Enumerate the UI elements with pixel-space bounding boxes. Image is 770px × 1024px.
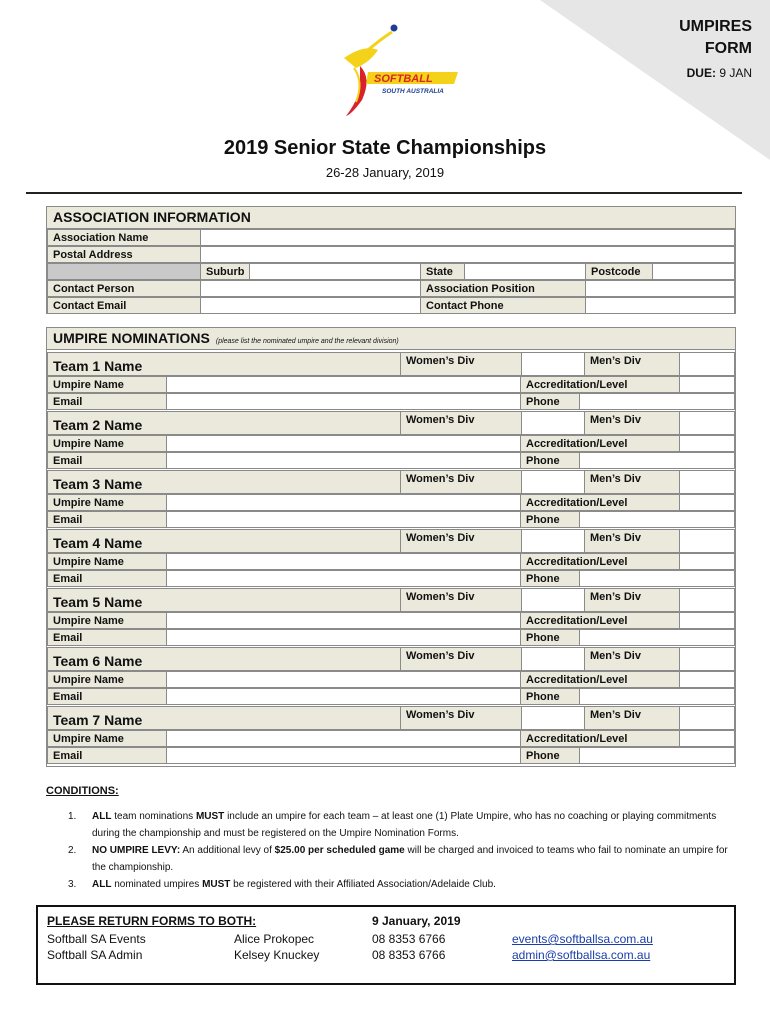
team-1-email-field[interactable] (166, 393, 521, 410)
team-4-name-text: Team 4 Name (53, 535, 143, 551)
team-3-accreditation-label: Accreditation/Level (520, 494, 680, 511)
condition-number: 2. (68, 845, 77, 856)
contact-person-field[interactable] (200, 280, 421, 297)
team-1-womens-div-field[interactable] (521, 352, 585, 376)
umpire-nominations-note: (please list the nominated umpire and the relevant division) (215, 338, 399, 345)
postal-address-spacer (47, 263, 201, 280)
team-2-umpire-name-label: Umpire Name (47, 435, 167, 452)
conditions-section (46, 783, 736, 893)
team-7-umpire-name-label: Umpire Name (47, 730, 167, 747)
association-info-section (46, 206, 736, 314)
team-1-umpire-name-label: Umpire Name (47, 376, 167, 393)
team-3-name-text: Team 3 Name (53, 476, 143, 492)
team-7-phone-field[interactable] (579, 747, 735, 764)
contact-phone-field[interactable] (585, 297, 735, 314)
team-1-mens-div-label: Men’s Div (584, 352, 680, 376)
association-name-label: Association Name (47, 229, 201, 246)
team-6-womens-div-label: Women’s Div (400, 647, 522, 671)
return-phone-admin: 08 8353 6766 (372, 948, 446, 962)
page-subtitle: 26-28 January, 2019 (325, 165, 445, 180)
team-4-email-field[interactable] (166, 570, 521, 587)
team-5-mens-div-label: Men’s Div (584, 588, 680, 612)
umpire-nominations-section (46, 327, 736, 767)
team-2-accreditation-field[interactable] (679, 435, 735, 452)
association-name-field[interactable] (200, 229, 735, 246)
team-2-accreditation-label: Accreditation/Level (520, 435, 680, 452)
return-forms-box (36, 905, 736, 985)
team-5-womens-div-field[interactable] (521, 588, 585, 612)
team-2-phone-label: Phone (520, 452, 580, 469)
team-1-accreditation-field[interactable] (679, 376, 735, 393)
team-4-umpire-name-label: Umpire Name (47, 553, 167, 570)
contact-email-field[interactable] (200, 297, 421, 314)
condition-text-text2: be registered with their Affiliated Association/Adelaide Club. (230, 879, 496, 890)
team-7-mens-div-label: Men’s Div (584, 706, 680, 730)
postal-address-field[interactable] (200, 246, 735, 263)
condition-text-bold1: NO UMPIRE LEVY: (92, 845, 181, 856)
condition-item (46, 876, 736, 893)
due-label: DUE: (686, 66, 716, 80)
team-6-accreditation-field[interactable] (679, 671, 735, 688)
team-7-umpire-name-field[interactable] (166, 730, 521, 747)
team-6-name-text: Team 6 Name (53, 653, 143, 669)
team-5-name-text: Team 5 Name (53, 594, 143, 610)
header-divider (26, 192, 742, 194)
team-2-email-field[interactable] (166, 452, 521, 469)
team-4-accreditation-label: Accreditation/Level (520, 553, 680, 570)
team-6-umpire-name-label: Umpire Name (47, 671, 167, 688)
state-field[interactable] (464, 263, 586, 280)
team-2-name-text: Team 2 Name (53, 417, 143, 433)
svg-text:SOFTBALL: SOFTBALL (374, 73, 433, 85)
team-6-phone-field[interactable] (579, 688, 735, 705)
team-3-womens-div-label: Women’s Div (400, 470, 522, 494)
condition-text-text1: An additional levy of (180, 845, 275, 856)
team-2-womens-div-field[interactable] (521, 411, 585, 435)
team-7-phone-label: Phone (520, 747, 580, 764)
team-4-email-label: Email (47, 570, 167, 587)
suburb-label: Suburb (200, 263, 250, 280)
team-2-womens-div-label: Women’s Div (400, 411, 522, 435)
team-7-womens-div-field[interactable] (521, 706, 585, 730)
team-2-email-label: Email (47, 452, 167, 469)
return-org-admin: Softball SA Admin (47, 948, 143, 962)
due-value: 9 JAN (719, 66, 752, 80)
team-4-womens-div-label: Women’s Div (400, 529, 522, 553)
team-5-phone-label: Phone (520, 629, 580, 646)
conditions-heading: CONDITIONS: (46, 785, 119, 797)
team-5-accreditation-label: Accreditation/Level (520, 612, 680, 629)
form-title-line2: FORM (704, 40, 752, 57)
team-6-email-field[interactable] (166, 688, 521, 705)
softball-sa-logo (334, 22, 464, 118)
team-1-name-text: Team 1 Name (53, 358, 143, 374)
form-title-line1: UMPIRES (679, 18, 752, 35)
team-1-umpire-name-field[interactable] (166, 376, 521, 393)
team-5-email-field[interactable] (166, 629, 521, 646)
team-5-phone-field[interactable] (579, 629, 735, 646)
association-info-heading: ASSOCIATION INFORMATION (53, 209, 251, 225)
team-5-womens-div-label: Women’s Div (400, 588, 522, 612)
team-7-accreditation-field[interactable] (679, 730, 735, 747)
team-6-accreditation-label: Accreditation/Level (520, 671, 680, 688)
postcode-label: Postcode (585, 263, 653, 280)
team-2-mens-div-field[interactable] (679, 411, 735, 435)
team-3-mens-div-field[interactable] (679, 470, 735, 494)
umpire-nominations-heading (53, 330, 399, 346)
team-5-accreditation-field[interactable] (679, 612, 735, 629)
team-1-womens-div-label: Women’s Div (400, 352, 522, 376)
team-5-umpire-name-field[interactable] (166, 612, 521, 629)
team-6-mens-div-field[interactable] (679, 647, 735, 671)
condition-number: 3. (68, 879, 77, 890)
team-6-umpire-name-field[interactable] (166, 671, 521, 688)
condition-text-bold2: $25.00 per scheduled game (274, 845, 405, 856)
condition-text-text2: include an umpire for each team – at least one (1) Plate Umpire, who has no coaching or playing commitments during the championship and must be registered on the Umpire Nomination Forms. (92, 811, 717, 839)
team-5-umpire-name-label: Umpire Name (47, 612, 167, 629)
return-email-admin-link[interactable]: admin@softballsa.com.au (512, 948, 651, 962)
return-forms-heading: PLEASE RETURN FORMS TO BOTH: (47, 914, 257, 928)
return-date: 9 January, 2019 (372, 914, 461, 928)
team-2-phone-field[interactable] (579, 452, 735, 469)
return-org-events: Softball SA Events (47, 932, 146, 946)
association-position-label: Association Position (420, 280, 586, 297)
team-2-mens-div-label: Men’s Div (584, 411, 680, 435)
contact-person-label: Contact Person (47, 280, 201, 297)
umpire-nominations-title: UMPIRE NOMINATIONS (53, 330, 210, 346)
team-6-mens-div-label: Men’s Div (584, 647, 680, 671)
team-4-phone-label: Phone (520, 570, 580, 587)
team-6-phone-label: Phone (520, 688, 580, 705)
condition-number: 1. (68, 811, 77, 822)
team-6-womens-div-field[interactable] (521, 647, 585, 671)
team-3-phone-label: Phone (520, 511, 580, 528)
contact-phone-label: Contact Phone (420, 297, 586, 314)
team-3-umpire-name-field[interactable] (166, 494, 521, 511)
team-7-email-label: Email (47, 747, 167, 764)
team-4-phone-field[interactable] (579, 570, 735, 587)
team-1-phone-label: Phone (520, 393, 580, 410)
return-email-events-link[interactable]: events@softballsa.com.au (512, 932, 653, 946)
condition-text-bold1: ALL (92, 879, 112, 890)
return-person-admin: Kelsey Knuckey (234, 948, 320, 962)
team-1-mens-div-field[interactable] (679, 352, 735, 376)
team-7-email-field[interactable] (166, 747, 521, 764)
condition-item (46, 842, 736, 876)
page-title: 2019 Senior State Championships (223, 137, 547, 159)
postcode-field[interactable] (652, 263, 735, 280)
team-4-accreditation-field[interactable] (679, 553, 735, 570)
condition-item (46, 808, 736, 842)
contact-email-label: Contact Email (47, 297, 201, 314)
condition-text-bold2: MUST (195, 811, 225, 822)
due-date (679, 66, 752, 80)
condition-text-text2: will be charged and invoiced to teams who fail to nominate an umpire for the championship. (92, 845, 728, 873)
condition-text-text1: team nominations (111, 811, 196, 822)
svg-text:SOUTH AUSTRALIA: SOUTH AUSTRALIA (382, 88, 444, 95)
postal-address-label: Postal Address (47, 246, 201, 263)
return-phone-events: 08 8353 6766 (372, 932, 446, 946)
condition-text-bold2: MUST (202, 879, 231, 890)
team-3-phone-field[interactable] (579, 511, 735, 528)
team-4-mens-div-label: Men’s Div (584, 529, 680, 553)
team-7-mens-div-field[interactable] (679, 706, 735, 730)
team-4-mens-div-field[interactable] (679, 529, 735, 553)
team-4-womens-div-field[interactable] (521, 529, 585, 553)
team-3-mens-div-label: Men’s Div (584, 470, 680, 494)
team-3-email-label: Email (47, 511, 167, 528)
team-7-womens-div-label: Women’s Div (400, 706, 522, 730)
team-7-name-text: Team 7 Name (53, 712, 143, 728)
team-3-email-field[interactable] (166, 511, 521, 528)
team-6-email-label: Email (47, 688, 167, 705)
team-3-womens-div-field[interactable] (521, 470, 585, 494)
team-7-accreditation-label: Accreditation/Level (520, 730, 680, 747)
return-person-events: Alice Prokopec (234, 932, 315, 946)
team-1-email-label: Email (47, 393, 167, 410)
condition-text-text1: nominated umpires (111, 879, 203, 890)
team-2-umpire-name-field[interactable] (166, 435, 521, 452)
team-1-accreditation-label: Accreditation/Level (520, 376, 680, 393)
team-1-phone-field[interactable] (579, 393, 735, 410)
association-position-field[interactable] (585, 280, 735, 297)
team-5-email-label: Email (47, 629, 167, 646)
condition-text-bold1: ALL (92, 811, 112, 822)
team-3-umpire-name-label: Umpire Name (47, 494, 167, 511)
team-4-umpire-name-field[interactable] (166, 553, 521, 570)
team-5-mens-div-field[interactable] (679, 588, 735, 612)
form-type-label (679, 16, 752, 80)
suburb-field[interactable] (249, 263, 421, 280)
state-label: State (420, 263, 465, 280)
team-3-accreditation-field[interactable] (679, 494, 735, 511)
